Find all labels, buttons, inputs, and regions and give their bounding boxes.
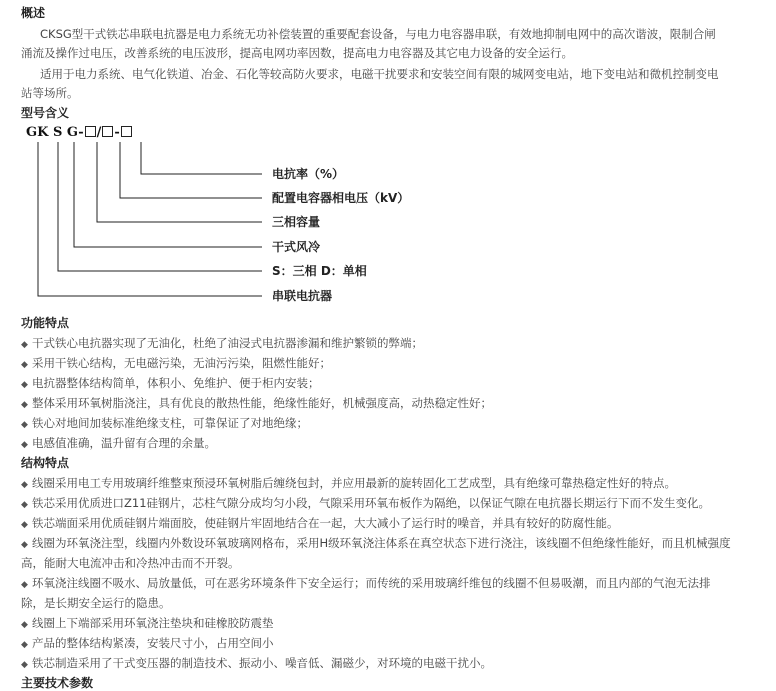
feature-item bbox=[21, 355, 331, 373]
bullet-icon: ◆ bbox=[21, 360, 28, 370]
bullet-icon: ◆ bbox=[21, 620, 28, 630]
leader-line bbox=[74, 142, 262, 247]
overview-para2-line2: 站等场所。 bbox=[21, 86, 79, 100]
structure-item bbox=[21, 535, 731, 553]
leader-line bbox=[38, 142, 262, 296]
feature-item bbox=[21, 395, 492, 413]
feature-item bbox=[21, 335, 423, 353]
bullet-icon: ◆ bbox=[21, 400, 28, 410]
model-heading: 型号含义 bbox=[21, 106, 70, 120]
bullet-icon: ◆ bbox=[21, 580, 28, 590]
structure-item bbox=[21, 655, 492, 673]
bullet-icon: ◆ bbox=[21, 440, 28, 450]
tech-heading: 主要技术参数 bbox=[21, 676, 94, 690]
leader-line bbox=[58, 142, 262, 271]
model-code-s: S bbox=[52, 125, 63, 140]
feature-text: 干式铁心电抗器实现了无油化，杜绝了油浸式电抗器渗漏和维护繁锁的弊端； bbox=[32, 336, 423, 350]
model-label-phase: S：三相 D：单相 bbox=[272, 264, 367, 278]
model-code-gk: GK bbox=[26, 125, 49, 140]
leader-line bbox=[97, 142, 262, 222]
feature-item bbox=[21, 435, 216, 453]
feature-item bbox=[21, 375, 320, 393]
bullet-icon: ◆ bbox=[21, 540, 28, 550]
feature-text: 整体采用环氧树脂浇注，具有优良的散热性能，绝缘性能好，机械强度高，动热稳定性好； bbox=[32, 396, 492, 410]
structure-text: 线圈为环氧浇注型，线圈内外数设环氧玻璃网格布，采用H级环氧浇注体系在真空状态下进行浇注，该线圈不但绝缘性能好，而且机械强度 bbox=[32, 536, 731, 550]
model-label-series-reactor: 串联电抗器 bbox=[272, 289, 333, 303]
feature-text: 采用干铁心结构，无电磁污染，无油污污染，阻燃性能好； bbox=[32, 356, 331, 370]
structure-text: 线圈采用电工专用玻璃纤维整束预浸环氧树脂后缠绕包封，并应用最新的旋转固化工艺成型，具有绝缘可靠热稳定性好的特点。 bbox=[32, 476, 676, 490]
structure-text: 铁芯制造采用了干式变压器的制造技术、振动小、噪音低、漏磁少，对环境的电磁干扰小。 bbox=[32, 656, 492, 670]
feature-text: 电感值准确，温升留有合理的余量。 bbox=[32, 436, 216, 450]
overview-para1-line1: CKSG型干式铁芯串联电抗器是电力系统无功补偿装置的重要配套设备，与电力电容器串联，有效地抑制电网中的高次谐波，限制合闸 bbox=[40, 27, 716, 41]
structure-item bbox=[21, 495, 710, 513]
structure-text: 环氧浇注线圈不吸水、局放量低，可在恶劣环境条件下安全运行；而传统的采用玻璃纤维包的线圈不但易吸潮，而且内部的气泡无法排 bbox=[32, 576, 711, 590]
leader-line bbox=[141, 142, 262, 174]
model-label-capacitor-voltage: 配置电容器相电压（kV） bbox=[272, 191, 410, 205]
feature-item bbox=[21, 415, 308, 433]
bullet-icon: ◆ bbox=[21, 420, 28, 430]
overview-heading: 概述 bbox=[21, 6, 46, 20]
structure-item bbox=[21, 615, 274, 633]
structure-text: 线圈上下端部采用环氧浇注垫块和硅橡胶防震垫 bbox=[32, 616, 274, 630]
model-label-reactance-rate: 电抗率（%） bbox=[272, 167, 345, 181]
overview-para2-line1: 适用于电力系统、电气化铁道、冶金、石化等较高防火要求，电磁干扰要求和安装空间有限的城网变电站，地下变电站和微机控制变电 bbox=[40, 67, 719, 81]
structure-text: 产品的整体结构紧凑，安装尺寸小，占用空间小 bbox=[32, 636, 274, 650]
structure-item-cont: 除，是长期安全运行的隐患。 bbox=[21, 596, 171, 610]
bullet-icon: ◆ bbox=[21, 660, 28, 670]
model-code-dash: - bbox=[114, 125, 120, 140]
structure-text: 铁芯端面采用优质硅钢片端面胶，使硅钢片牢固地结合在一起，大大减小了运行时的噪音，并具有较好的防腐性能。 bbox=[32, 516, 619, 530]
structure-item bbox=[21, 515, 619, 533]
structure-text: 铁芯采用优质进口Z11硅钢片，芯柱气隙分成均匀小段，气隙采用环氧布板作为隔绝，以保证气隙在电抗器长期运行下而不发生变化。 bbox=[32, 496, 711, 510]
structure-item bbox=[21, 575, 711, 593]
structure-item bbox=[21, 635, 274, 653]
structure-item bbox=[21, 475, 676, 493]
feature-text: 电抗器整体结构简单，体积小、免维护、便于柜内安装； bbox=[32, 376, 320, 390]
model-label-dry-air-cooled: 干式风冷 bbox=[272, 240, 321, 254]
bullet-icon: ◆ bbox=[21, 520, 28, 530]
features-heading: 功能特点 bbox=[21, 316, 70, 330]
structure-heading: 结构特点 bbox=[21, 456, 70, 470]
bullet-icon: ◆ bbox=[21, 340, 28, 350]
bullet-icon: ◆ bbox=[21, 640, 28, 650]
bullet-icon: ◆ bbox=[21, 480, 28, 490]
model-label-three-phase-capacity: 三相容量 bbox=[272, 215, 321, 229]
overview-para1-line2: 涌流及操作过电压，改善系统的电压波形，提高电网功率因数，提高电力电容器及其它电力设备的安全运行。 bbox=[21, 46, 573, 60]
bullet-icon: ◆ bbox=[21, 500, 28, 510]
model-code-slash: / bbox=[96, 125, 102, 140]
model-code-dash: - bbox=[78, 125, 84, 140]
feature-text: 铁心对地间加装标准绝缘支柱，可靠保证了对地绝缘； bbox=[32, 416, 308, 430]
bullet-icon: ◆ bbox=[21, 380, 28, 390]
structure-item-cont: 高，能耐大电流冲击和冷热冲击而不开裂。 bbox=[21, 556, 240, 570]
model-code-g: G bbox=[66, 125, 79, 140]
